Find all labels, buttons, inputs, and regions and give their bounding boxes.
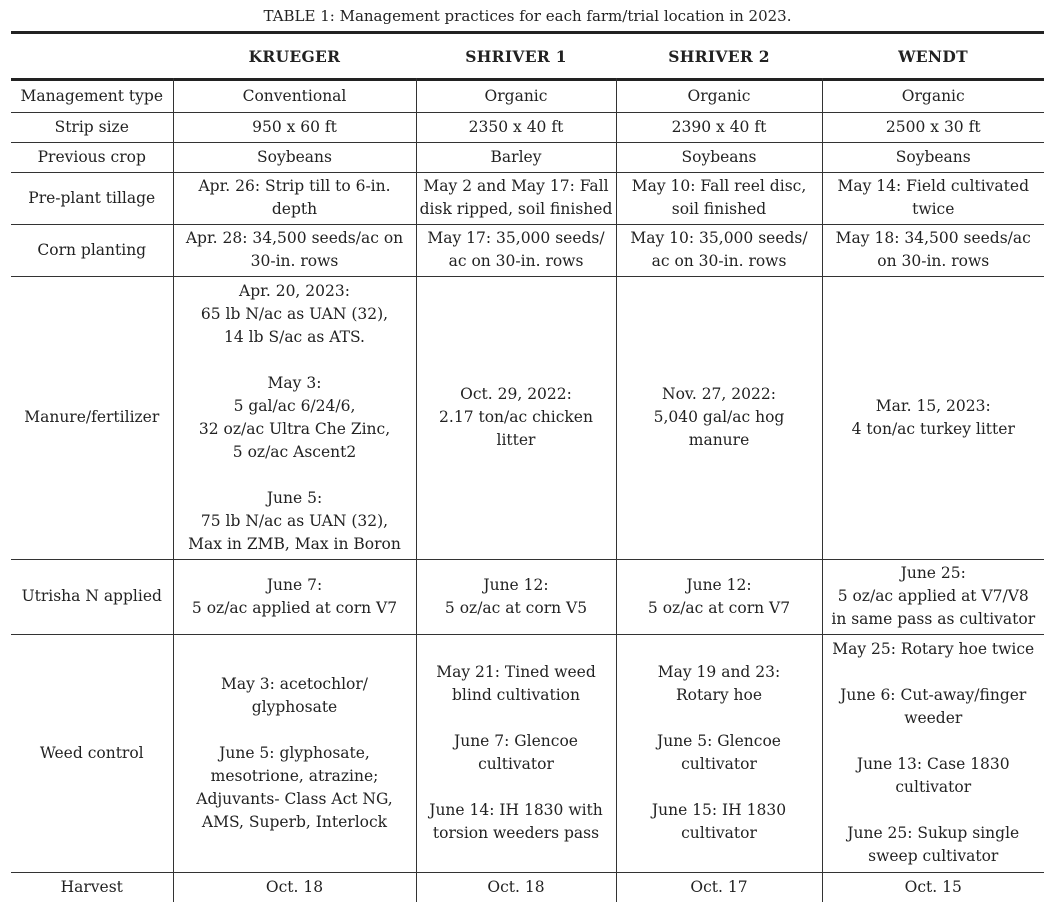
header-shriver-1: SHRIVER 1: [465, 46, 567, 66]
table-row: [11, 142, 1044, 172]
table-cell: May 3: acetochlor/ glyphosate June 5: glyphosate, mesotrione, atrazine; Adjuvants- Class Act NG, AMS, Superb, Interlock: [173, 634, 416, 872]
table-cell: Oct. 18: [173, 872, 416, 902]
table-cell: May 25: Rotary hoe twice June 6: Cut-away/finger weeder June 13: Case 1830 cultivator June 25: Sukup single sweep cultivator: [822, 634, 1044, 872]
row-label: Manure/fertilizer: [11, 276, 173, 559]
table-cell: Organic: [616, 78, 822, 112]
table-row: [11, 634, 1044, 872]
row-label: Previous crop: [11, 142, 173, 172]
header-row: [11, 34, 1044, 78]
table-row: [11, 224, 1044, 276]
table-cell: June 12: 5 oz/ac at corn V5: [416, 559, 616, 634]
table-cell: Soybeans: [822, 142, 1044, 172]
table-cell: Mar. 15, 2023: 4 ton/ac turkey litter: [822, 276, 1044, 559]
table-cell: May 10: Fall reel disc, soil finished: [616, 172, 822, 224]
table-cell: June 12: 5 oz/ac at corn V7: [616, 559, 822, 634]
table-cell: Conventional: [173, 78, 416, 112]
table-cell: Oct. 18: [416, 872, 616, 902]
row-label: Weed control: [11, 634, 173, 872]
table-row: [11, 112, 1044, 142]
header-wendt: WENDT: [898, 46, 968, 66]
table-cell: Apr. 28: 34,500 seeds/ac on 30-in. rows: [173, 224, 416, 276]
table-row: [11, 276, 1044, 559]
table-cell: May 17: 35,000 seeds/ ac on 30-in. rows: [416, 224, 616, 276]
table-cell: Barley: [416, 142, 616, 172]
table-cell: 950 x 60 ft: [173, 112, 416, 142]
table-row: [11, 872, 1044, 902]
table-cell: 2390 x 40 ft: [616, 112, 822, 142]
header-krueger: KRUEGER: [248, 46, 341, 66]
row-label: Corn planting: [11, 224, 173, 276]
table-cell: 2350 x 40 ft: [416, 112, 616, 142]
table-row: [11, 78, 1044, 112]
table-cell: May 21: Tined weed blind cultivation June 7: Glencoe cultivator June 14: IH 1830 with torsion weeders pass: [416, 634, 616, 872]
row-label: Utrisha N applied: [11, 559, 173, 634]
header-shriver-2: SHRIVER 2: [668, 46, 770, 66]
management-table: [11, 34, 1044, 902]
table-cell: May 10: 35,000 seeds/ ac on 30-in. rows: [616, 224, 822, 276]
table-cell: Organic: [822, 78, 1044, 112]
table-cell: Oct. 17: [616, 872, 822, 902]
table-cell: Nov. 27, 2022: 5,040 gal/ac hog manure: [616, 276, 822, 559]
table-cell: 2500 x 30 ft: [822, 112, 1044, 142]
table-cell: May 19 and 23: Rotary hoe June 5: Glencoe cultivator June 15: IH 1830 cultivator: [616, 634, 822, 872]
table-caption: TABLE 1: Management practices for each farm/trial location in 2023.: [263, 7, 792, 25]
table-cell: May 14: Field cultivated twice: [822, 172, 1044, 224]
table-cell: June 7: 5 oz/ac applied at corn V7: [173, 559, 416, 634]
table-cell: Oct. 29, 2022: 2.17 ton/ac chicken litter: [416, 276, 616, 559]
table-cell: May 18: 34,500 seeds/ac on 30-in. rows: [822, 224, 1044, 276]
row-label: Harvest: [60, 877, 123, 896]
table-cell: Soybeans: [173, 142, 416, 172]
row-label: Pre-plant tillage: [11, 172, 173, 224]
table-row: [11, 172, 1044, 224]
header-corner: [11, 34, 173, 78]
table-cell: May 2 and May 17: Fall disk ripped, soil finished: [416, 172, 616, 224]
table-cell: Soybeans: [616, 142, 822, 172]
table-cell: Apr. 26: Strip till to 6-in. depth: [173, 172, 416, 224]
table-cell: June 25: 5 oz/ac applied at V7/V8 in same pass as cultivator: [822, 559, 1044, 634]
table-cell: Oct. 15: [822, 872, 1044, 902]
table-cell: Organic: [416, 78, 616, 112]
table-cell: Apr. 20, 2023: 65 lb N/ac as UAN (32), 14 lb S/ac as ATS. May 3: 5 gal/ac 6/24/6, 32 oz/ac Ultra Che Zinc, 5 oz/ac Ascent2 June 5: 75 lb N/ac as UAN (32), Max in ZMB, Max in Boron: [173, 276, 416, 559]
row-label: Management type: [11, 78, 173, 112]
table-row: [11, 559, 1044, 634]
row-label: Strip size: [11, 112, 173, 142]
